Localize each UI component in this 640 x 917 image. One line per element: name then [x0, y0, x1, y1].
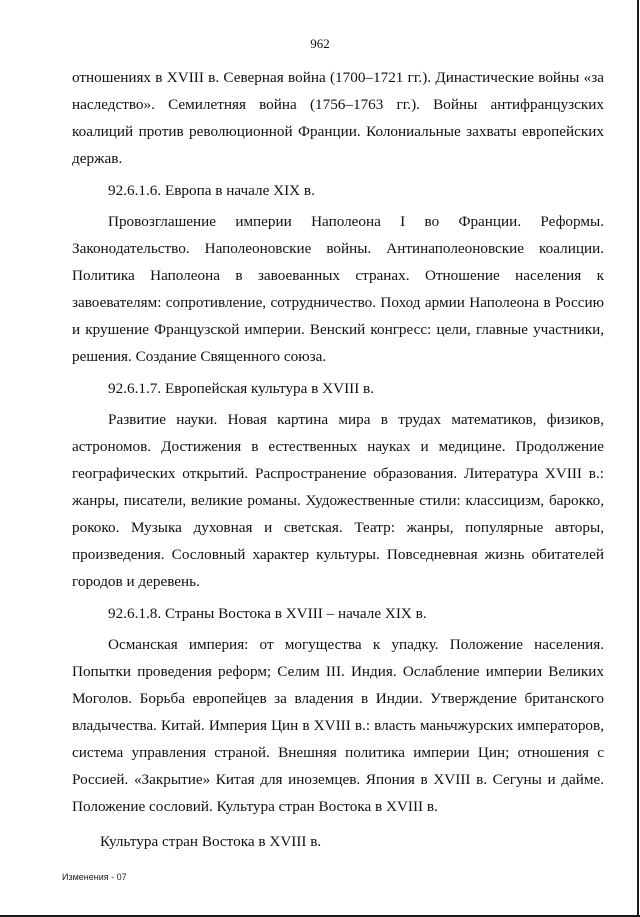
section-heading-european-culture-18th: 92.6.1.7. Европейская культура в XVIII в.: [108, 380, 375, 397]
paragraph-napoleon-empire: Провозглашение империи Наполеона I во Франции. Реформы. Законодательство. Наполеоновские войны. Антинаполеоновские коалиции. Политика Наполеона в завоеванных странах. Отношение населения к завоевателям: сопротивление, сотрудничество. Поход армии Наполеона в Россию и крушение Французской империи. Венский конгресс: цели, главные участники, решения. Создание Священного союза.: [72, 213, 604, 365]
paragraph-eastern-culture: Культура стран Востока в XVIII в.: [100, 833, 322, 850]
paragraph-continued-wars: отношениях в XVIII в. Северная война (1700–1721 гг.). Династические войны «за наследство». Семилетняя война (1756–1763 гг.). Войны антифранцузских коалиций против революционной Франции. Колониальные захваты европейских держав.: [72, 69, 604, 167]
page-content: [72, 64, 604, 855]
page-number: 962: [310, 36, 330, 51]
paragraph-ottoman-india-china-japan: Османская империя: от могущества к упадку. Положение населения. Попытки проведения реформ; Селим III. Индия. Ослабление империи Великих Моголов. Борьба европейцев за владения в Индии. Утверждение британского владычества. Китай. Империя Цин в XVIII в.: власть маньчжурских императоров, система управления страной. Внешняя политика империи Цин; отношения с Россией. «Закрытие» Китая для иноземцев. Япония в XVIII в. Сегуны и дайме. Положение сословий. Культура стран Востока в XVIII в.: [72, 636, 604, 815]
paragraph-science-culture: Развитие науки. Новая картина мира в трудах математиков, физиков, астрономов. Достижения в естественных науках и медицине. Продолжение географических открытий. Распространение образования. Литература XVIII в.: жанры, писатели, великие романы. Художественные стили: классицизм, барокко, рококо. Музыка духовная и светская. Театр: жанры, популярные авторы, произведения. Сословный характер культуры. Повседневная жизнь обитателей городов и деревень.: [72, 411, 604, 590]
section-heading-eastern-countries: 92.6.1.8. Страны Востока в XVIII – начале XIX в.: [108, 605, 427, 622]
footer-revision-note: Изменения - 07: [62, 872, 127, 882]
section-heading-europe-early-19th: 92.6.1.6. Европа в начале XIX в.: [108, 182, 315, 199]
scan-edge-right: [637, 0, 639, 917]
